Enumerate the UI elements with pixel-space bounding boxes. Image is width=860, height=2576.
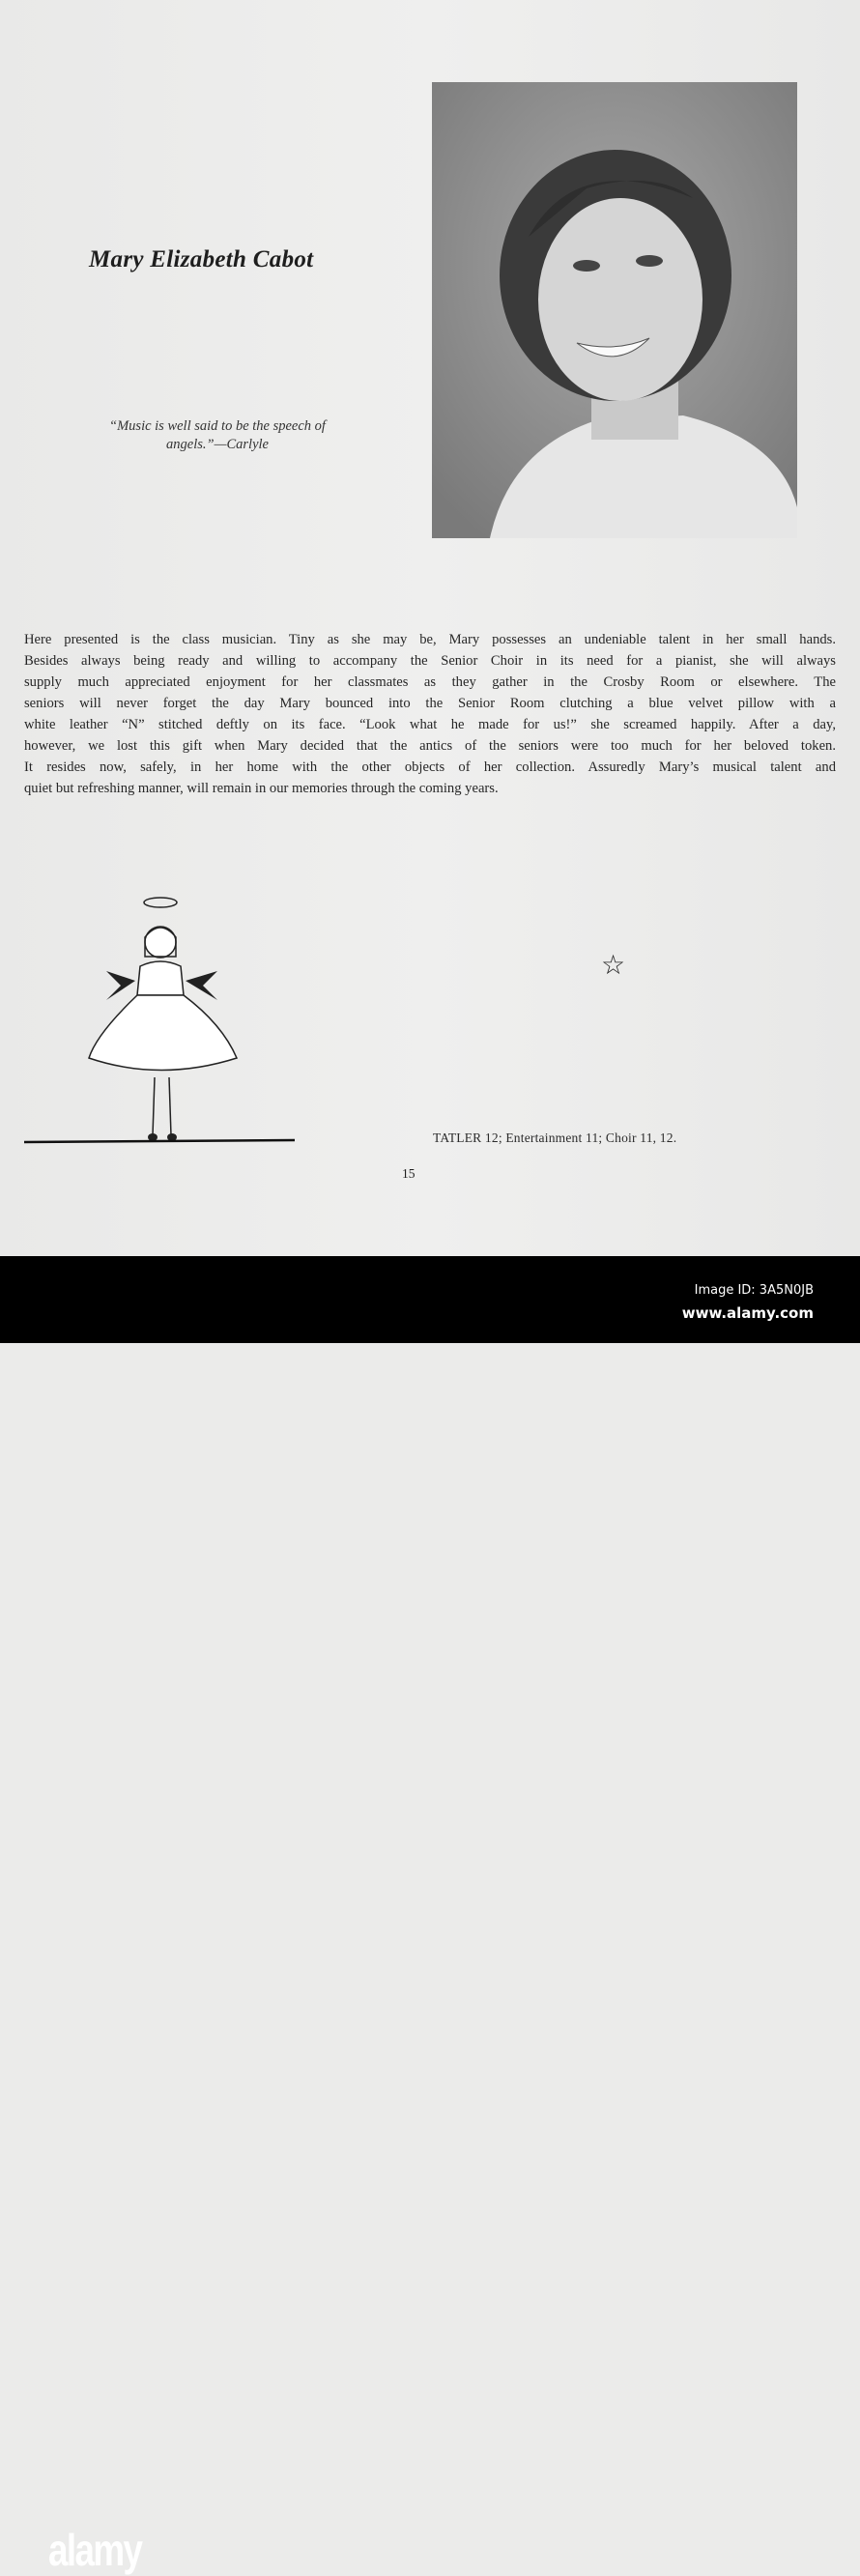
yearbook-page: [0, 0, 860, 1256]
biography-line: quiet but refreshing manner, will remain in our memories through the coming years.: [24, 781, 499, 796]
biography-line: white leather “N” stitched deftly on its face. “Look what he made for us!” she screamed happily. After a day,: [24, 717, 836, 732]
biography-paragraph: [24, 629, 836, 799]
biography-line: It resides now, safely, in her home with the other objects of her collection. Assuredly Mary’s musical talent and: [24, 759, 836, 775]
activities-list: TATLER 12; Entertainment 11; Choir 11, 12.: [433, 1131, 677, 1145]
alamy-logo: alamy: [48, 2525, 142, 2575]
quote-line: “Music is well said to be the speech of: [109, 418, 326, 434]
watermark-url: www.alamy.com: [681, 1304, 814, 1322]
student-quote: [58, 417, 377, 454]
biography-line: however, we lost this gift when Mary decided that the antics of the seniors were too much for her beloved token.: [24, 738, 836, 754]
page-number: 15: [402, 1166, 416, 1181]
angel-girl-illustration: [19, 889, 309, 1150]
image-id-label: Image ID: 3A5N0JB: [694, 1283, 814, 1298]
student-portrait-photo: [432, 82, 797, 538]
biography-line: supply much appreciated enjoyment for her classmates as they gather in the Crosby Room or elsewhere. The: [24, 674, 836, 690]
student-name: Mary Elizabeth Cabot: [89, 246, 314, 272]
star-icon: ☆: [601, 951, 626, 981]
biography-line: Here presented is the class musician. Tiny as she may be, Mary possesses an undeniable talent in her small hands.: [24, 632, 836, 647]
biography-line: seniors will never forget the day Mary bounced into the Senior Room clutching a blue velvet pillow with a: [24, 696, 836, 711]
quote-line: angels.”—Carlyle: [166, 437, 269, 452]
watermark-banner: [0, 1256, 860, 2575]
biography-line: Besides always being ready and willing to accompany the Senior Choir in its need for a pianist, she will always: [24, 653, 836, 669]
